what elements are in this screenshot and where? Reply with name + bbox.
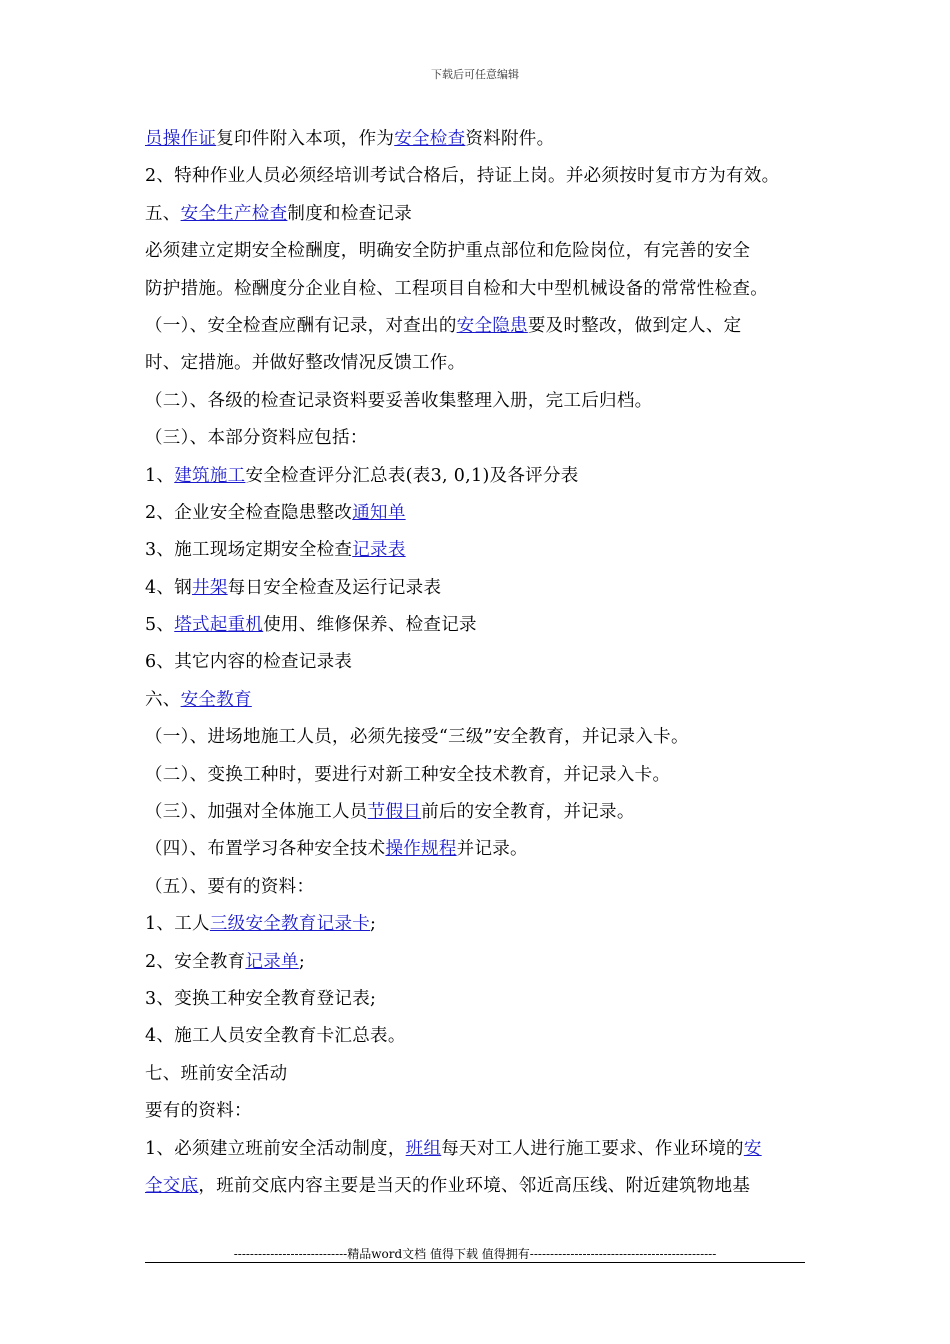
text-line [145, 644, 825, 681]
text-run: 3、施工现场定期安全检查 [145, 540, 353, 561]
text-run: （四）、布置学习各种安全技术 [145, 839, 386, 860]
hyperlink[interactable]: 节假日 [367, 802, 422, 823]
hyperlink[interactable]: 塔式起重机 [174, 615, 264, 636]
hyperlink[interactable]: 三级安全教育记录卡 [209, 914, 371, 935]
text-run: （三）、本部分资料应包括： [145, 428, 368, 449]
text-run: （一）、安全检查应酬有记录，对查出的 [145, 315, 457, 336]
text-run: 2、安全教育 [145, 951, 246, 972]
text-run: 2、企业安全检查隐患整改 [145, 502, 353, 523]
text-line [145, 495, 825, 532]
hyperlink[interactable]: 安全检查 [394, 129, 466, 149]
text-line [145, 906, 825, 943]
text-run: 2、特种作业人员必须经培训考试合格后，持证上岗。并必须按时复市方为有效。 [145, 166, 780, 187]
hyperlink[interactable]: 建筑施工 [174, 465, 246, 486]
text-run: 并记录。 [456, 839, 528, 860]
text-line [145, 345, 825, 382]
text-run: 3、变换工种安全教育登记表; [145, 988, 377, 1009]
hyperlink[interactable]: 安全生产检查 [180, 203, 288, 224]
text-run: 1、工人 [145, 914, 210, 935]
text-run: ; [298, 951, 306, 972]
text-line [145, 944, 825, 981]
text-run: ，班前交底内容主要是当天的作业环境、邻近高压线、附近建筑物地基 [198, 1175, 751, 1196]
text-line [145, 1018, 825, 1055]
hyperlink[interactable]: 安全隐患 [456, 315, 528, 336]
hyperlink[interactable]: 安 [743, 1138, 762, 1159]
text-run: 六、 [145, 689, 181, 710]
text-run: 要有的资料： [145, 1101, 252, 1122]
text-line [145, 158, 825, 195]
document-body [145, 121, 825, 1205]
text-run: 要及时整改，做到定人、定 [527, 315, 742, 336]
text-run: 资料附件。 [465, 129, 555, 149]
text-line [145, 1131, 825, 1168]
hyperlink[interactable]: 记录单 [245, 951, 299, 972]
text-run: 必须建立定期安全检酬度，明确安全防护重点部位和危险岗位，有完善的安全 [145, 241, 751, 262]
text-run: （二）、变换工种时，要进行对新工种安全技术教育，并记录入卡。 [145, 764, 671, 785]
text-run: 每天对工人进行施工要求、作业环境的 [441, 1138, 744, 1159]
text-run: （二）、各级的检查记录资料要妥善收集整理入册，完工后归档。 [145, 390, 653, 411]
page-header: 下载后可任意编辑 [431, 68, 519, 81]
text-line [145, 233, 825, 270]
text-run: 6、其它内容的检查记录表 [145, 652, 353, 673]
hyperlink[interactable]: 全交底 [145, 1175, 199, 1196]
text-line [145, 532, 825, 569]
text-run: 5、 [145, 615, 175, 636]
hyperlink[interactable]: 班组 [405, 1138, 442, 1159]
text-line [145, 757, 825, 794]
page-footer: ----------------------------精品word文档 值得下载 值得拥有---------------------------------------------- [233, 1247, 717, 1261]
text-line [145, 869, 825, 906]
footer-rule [145, 1262, 805, 1263]
text-run: 1、 [145, 465, 175, 486]
text-line [145, 458, 825, 495]
hyperlink[interactable]: 安全教育 [180, 689, 252, 710]
text-line [145, 794, 825, 831]
hyperlink[interactable]: 通知单 [352, 502, 406, 523]
text-run: 4、施工人员安全教育卡汇总表。 [145, 1026, 406, 1047]
hyperlink[interactable]: 员操作证 [145, 129, 217, 149]
text-run: 制度和检查记录 [287, 203, 413, 224]
text-run: 1、必须建立班前安全活动制度， [145, 1138, 406, 1159]
text-line [145, 420, 825, 457]
text-line [145, 682, 825, 719]
text-run: 五、 [145, 203, 181, 224]
text-run: 每日安全检查及运行记录表 [227, 577, 442, 598]
text-line [145, 1056, 825, 1093]
text-run: （一）、进场地施工人员，必须先接受“三级”安全教育，并记录入卡。 [145, 727, 689, 748]
text-line [145, 308, 825, 345]
text-line [145, 1093, 825, 1130]
text-line [145, 719, 825, 756]
hyperlink[interactable]: 井架 [192, 577, 228, 598]
text-run: 安全检查评分汇总表(表3, 0,1)及各评分表 [245, 465, 579, 486]
text-line [145, 570, 825, 607]
text-run: ; [370, 914, 377, 935]
text-run: 复印件附入本项，作为 [216, 129, 395, 149]
text-line [145, 271, 825, 308]
text-run: （五）、要有的资料： [145, 876, 315, 897]
text-run: 使用、维修保养、检查记录 [263, 615, 477, 636]
hyperlink[interactable]: 记录表 [352, 540, 406, 561]
text-line [145, 1168, 825, 1205]
text-run: （三）、加强对全体施工人员 [145, 802, 368, 823]
text-run: 4、钢 [145, 577, 193, 598]
text-line [145, 981, 825, 1018]
text-run: 时、定措施。并做好整改情况反馈工作。 [145, 353, 466, 374]
text-run: 前后的安全教育，并记录。 [421, 802, 635, 823]
text-line [145, 121, 825, 158]
hyperlink[interactable]: 操作规程 [385, 839, 457, 860]
text-run: 防护措施。检酬度分企业自检、工程项目自检和大中型机械设备的常常性检查。 [145, 278, 768, 299]
text-line [145, 196, 825, 233]
text-line [145, 607, 825, 644]
text-run: 七、班前安全活动 [145, 1063, 288, 1084]
text-line [145, 383, 825, 420]
text-line [145, 831, 825, 868]
